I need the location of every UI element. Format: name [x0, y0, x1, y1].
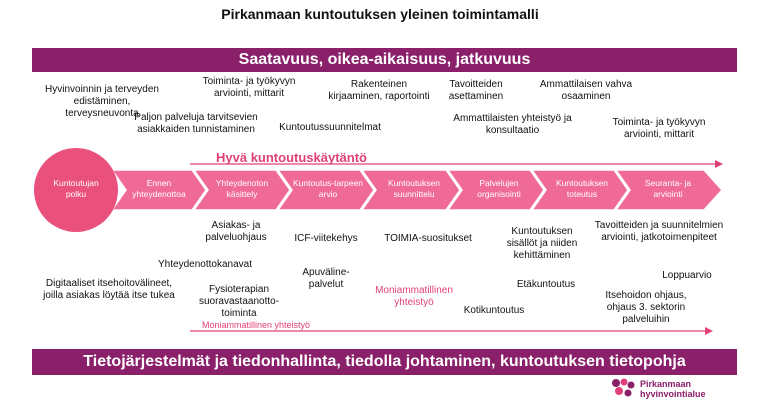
label-moniammatillinen-yhteistyo: Moniammatillinen yhteistyö	[375, 285, 453, 308]
label-hyvinvointi: Hyvinvoinnin ja terveyden edistäminen, terveysneuvonta	[45, 84, 159, 119]
chevron-label-organisointi: Palvelujen organisointi	[477, 178, 521, 199]
logo-text	[640, 379, 706, 399]
label-ammattilaisten-yhteistyo: Ammattilaisten yhteistyö ja konsultaatio	[453, 113, 572, 136]
logo-icon	[610, 377, 638, 399]
label-digitaaliset: Digitaaliset itsehoitovälineet, joilla asiakas löytää itse tukea	[43, 278, 175, 301]
chevron-label-yhteydenoton: Yhteydenoton käsittely	[215, 178, 269, 199]
page-title: Pirkanmaan kuntoutuksen yleinen toimintamalli	[221, 6, 539, 22]
label-tavoitteiden-arviointi: Tavoitteiden ja suunnitelmien arviointi, jatkotoimenpiteet	[594, 220, 724, 243]
label-etakuntoutus: Etäkuntoutus	[516, 279, 576, 290]
label-ammattilaisen-osaaminen: Ammattilaisen vahva osaaminen	[539, 79, 633, 102]
circle-label: Kuntoutujan polku	[53, 178, 99, 199]
label-fysioterapian: Fysioterapian suoravastaanotto-toiminta	[198, 284, 280, 319]
label-toiminta-arviointi-2: Toiminta- ja työkyvyn arviointi, mittarit	[612, 117, 706, 140]
logo-line2: hyvinvointialue	[640, 389, 706, 399]
chevron-label-suunnittelu: Kuntoutuksen suunnittelu	[388, 178, 440, 199]
label-toiminta-arviointi-1: Toiminta- ja työkyvyn arviointi, mittarit	[202, 76, 296, 99]
label-asiakas-palveluohjaus: Asiakas- ja palveluohjaus	[205, 220, 267, 243]
chevron-label-ennen: Ennen yhteydenottoa	[132, 178, 186, 199]
label-itsehoidon-ohjaus: Itsehoidon ohjaus, ohjaus 3. sektorin palveluihin	[605, 290, 687, 325]
data-systems-banner: Tietojärjestelmät ja tiedonhallinta, tiedolla johtaminen, kuntoutuksen tietopohja	[32, 349, 737, 375]
label-icf: ICF-viitekehys	[294, 233, 358, 244]
chevron-label-kuntoutustarpeen: Kuntoutus-tarpeen arvio	[293, 178, 363, 199]
moniamm-arrowhead	[705, 327, 713, 335]
label-kotikuntoutus: Kotikuntoutus	[463, 305, 525, 316]
moniamm-line-label: Moniammatillinen yhteistyö	[202, 320, 311, 330]
label-tavoitteiden-asettaminen: Tavoitteiden asettaminen	[448, 79, 504, 102]
hyva-kuntoutuskaytanto-title: Hyvä kuntoutuskäytäntö	[216, 150, 367, 165]
label-paljon-palveluja: Paljon palveluja tarvitsevien asiakkaiden tunnistaminen	[134, 112, 258, 135]
hyva-arrowhead	[715, 160, 723, 168]
logo-line1: Pirkanmaan	[640, 379, 692, 389]
availability-banner: Saatavuus, oikea-aikaisuus, jatkuvuus	[32, 48, 737, 72]
label-yhteydenottokanavat: Yhteydenottokanavat	[158, 259, 252, 270]
label-loppuarvio: Loppuarvio	[662, 270, 712, 281]
label-apuvalinepalvelut: Apuväline-palvelut	[302, 267, 350, 290]
label-rakenteinen: Rakenteinen kirjaaminen, raportointi	[328, 79, 430, 102]
label-kuntoutussuunnitelmat: Kuntoutussuunnitelmat	[279, 122, 381, 133]
label-toimia: TOIMIA-suositukset	[384, 233, 472, 244]
chevron-label-seuranta: Seuranta- ja arviointi	[644, 178, 692, 199]
label-kuntoutuksen-sisallot: Kuntoutuksen sisällöt ja niiden kehittäminen	[506, 226, 578, 261]
chevron-label-toteutus: Kuntoutuksen toteutus	[556, 178, 608, 199]
